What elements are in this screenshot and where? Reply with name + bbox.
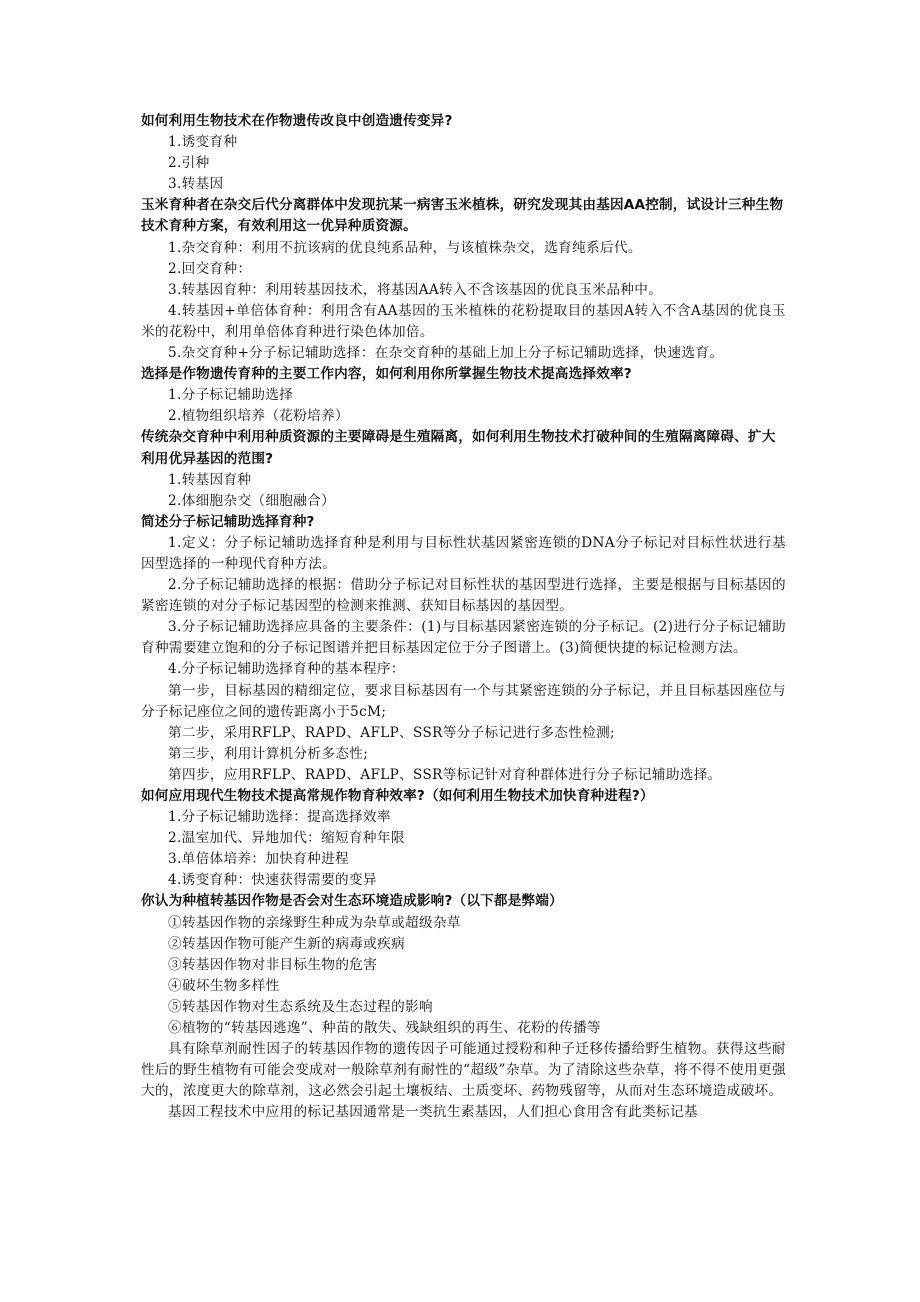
answer-line: ④破坏生物多样性 — [168, 977, 280, 994]
answer-line: 3.转基因 — [168, 176, 224, 193]
answer-line: 4.分子标记辅助选择育种的基本程序： — [168, 661, 405, 678]
answer-line: 1.分子标记辅助选择 — [168, 387, 294, 404]
answer-line: 1.分子标记辅助选择：提高选择效率 — [168, 809, 391, 826]
answer-paragraph: 基因工程技术中应用的标记基因通常是一类抗生素基因，人们担心食用含有此类标记基 — [168, 1104, 698, 1121]
answer-line: ③转基因作物对非目标生物的危害 — [168, 956, 378, 973]
answer-line: 第一步，目标基因的精细定位，要求目标基因有一个与其紧密连锁的分子标记，并且目标基因座位与分子标记座位之间的遗传距离小于5cM; — [141, 682, 786, 720]
question-heading: 简述分子标记辅助选择育种? — [141, 513, 315, 530]
question-heading: 你认为种植转基因作物是否会对生态环境造成影响?（以下都是弊端） — [141, 893, 563, 910]
answer-line: 2.体细胞杂交（细胞融合） — [168, 492, 336, 509]
answer-line: ①转基因作物的亲缘野生种成为杂草或超级杂草 — [168, 914, 461, 931]
answer-line: 3.转基因育种：利用转基因技术，将基因AA转入不含该基因的优良玉米品种中。 — [168, 281, 663, 298]
answer-line: 2.引种 — [168, 155, 210, 172]
answer-line: 5.杂交育种+分子标记辅助选择：在杂交育种的基础上加上分子标记辅助选择，快速选育。 — [168, 345, 724, 362]
answer-line: 1.诱变育种 — [168, 134, 238, 151]
question-heading: 玉米育种者在杂交后代分离群体中发现抗某一病害玉米植株，研究发现其由基因AA控制，试设计三种生物技术育种方案，有效利用这一优异种质资源。 — [141, 197, 784, 235]
answer-line: 2.植物组织培养（花粉培养） — [168, 408, 349, 425]
answer-line: 1.定义：分子标记辅助选择育种是利用与目标性状基因紧密连锁的DNA分子标记对目标性状进行基因型选择的一种现代育种方法。 — [141, 534, 786, 572]
answer-line: 3.分子标记辅助选择应具备的主要条件：(1)与目标基因紧密连锁的分子标记。(2)进行分子标记辅助育种需要建立饱和的分子标记图谱并把目标基因定位于分子图谱上。(3)简便快捷的标记检测方法。 — [141, 619, 786, 657]
question-heading: 选择是作物遗传育种的主要工作内容，如何利用你所掌握生物技术提高选择效率? — [141, 366, 632, 383]
answer-line: 1.转基因育种 — [168, 471, 252, 488]
answer-paragraph: 具有除草剂耐性因子的转基因作物的遗传因子可能通过授粉和种子迁移传播给野生植物。获得这些耐性后的野生植物有可能会变成对一般除草剂有耐性的“超级”杂草。为了清除这些杂草，将不得不使用更强大的，浓度更大的除草剂，这必然会引起土壤板结、土质变坏、药物残留等，从而对生态环境造成破坏。 — [141, 1041, 786, 1100]
answer-line: 第三步，利用计算机分析多态性; — [168, 745, 369, 762]
answer-line: 3.单倍体培养：加快育种进程 — [168, 851, 349, 868]
answer-line: 第四步，应用RFLP、RAPD、AFLP、SSR等标记针对育种群体进行分子标记辅助选择。 — [168, 766, 722, 783]
answer-line: ②转基因作物可能产生新的病毒或疾病 — [168, 935, 406, 952]
question-heading: 传统杂交育种中利用种质资源的主要障碍是生殖隔离，如何利用生物技术打破种间的生殖隔离障碍、扩大利用优异基因的范围? — [141, 429, 776, 467]
answer-line: 2.回交育种： — [168, 260, 252, 277]
answer-line: 4.诱变育种：快速获得需要的变异 — [168, 872, 377, 889]
document-page — [141, 111, 786, 1124]
answer-line: 2.温室加代、异地加代：缩短育种年限 — [168, 830, 405, 847]
question-heading: 如何应用现代生物技术提高常规作物育种效率?（如何利用生物技术加快育种进程?） — [141, 788, 654, 804]
answer-line: ⑥植物的“转基因逃逸”、种苗的散失、残缺组织的再生、花粉的传播等 — [168, 1020, 601, 1037]
answer-line: 4.转基因+单倍体育种：利用含有AA基因的玉米植株的花粉提取目的基因A转入不含A基因的优良玉米的花粉中，利用单倍体育种进行染色体加倍。 — [141, 302, 786, 340]
answer-line: 1.杂交育种：利用不抗该病的优良纯系品种，与该植株杂交，选育纯系后代。 — [168, 239, 642, 256]
question-heading: 如何利用生物技术在作物遗传改良中创造遗传变异? — [141, 113, 453, 129]
answer-line: ⑤转基因作物对生态系统及生态过程的影响 — [168, 998, 433, 1015]
answer-line: 第二步，采用RFLP、RAPD、AFLP、SSR等分子标记进行多态性检测; — [168, 724, 615, 741]
answer-line: 2.分子标记辅助选择的根据：借助分子标记对目标性状的基因型进行选择，主要是根据与目标基因的紧密连锁的对分子标记基因型的检测来推测、获知目标基因的基因型。 — [141, 577, 786, 615]
